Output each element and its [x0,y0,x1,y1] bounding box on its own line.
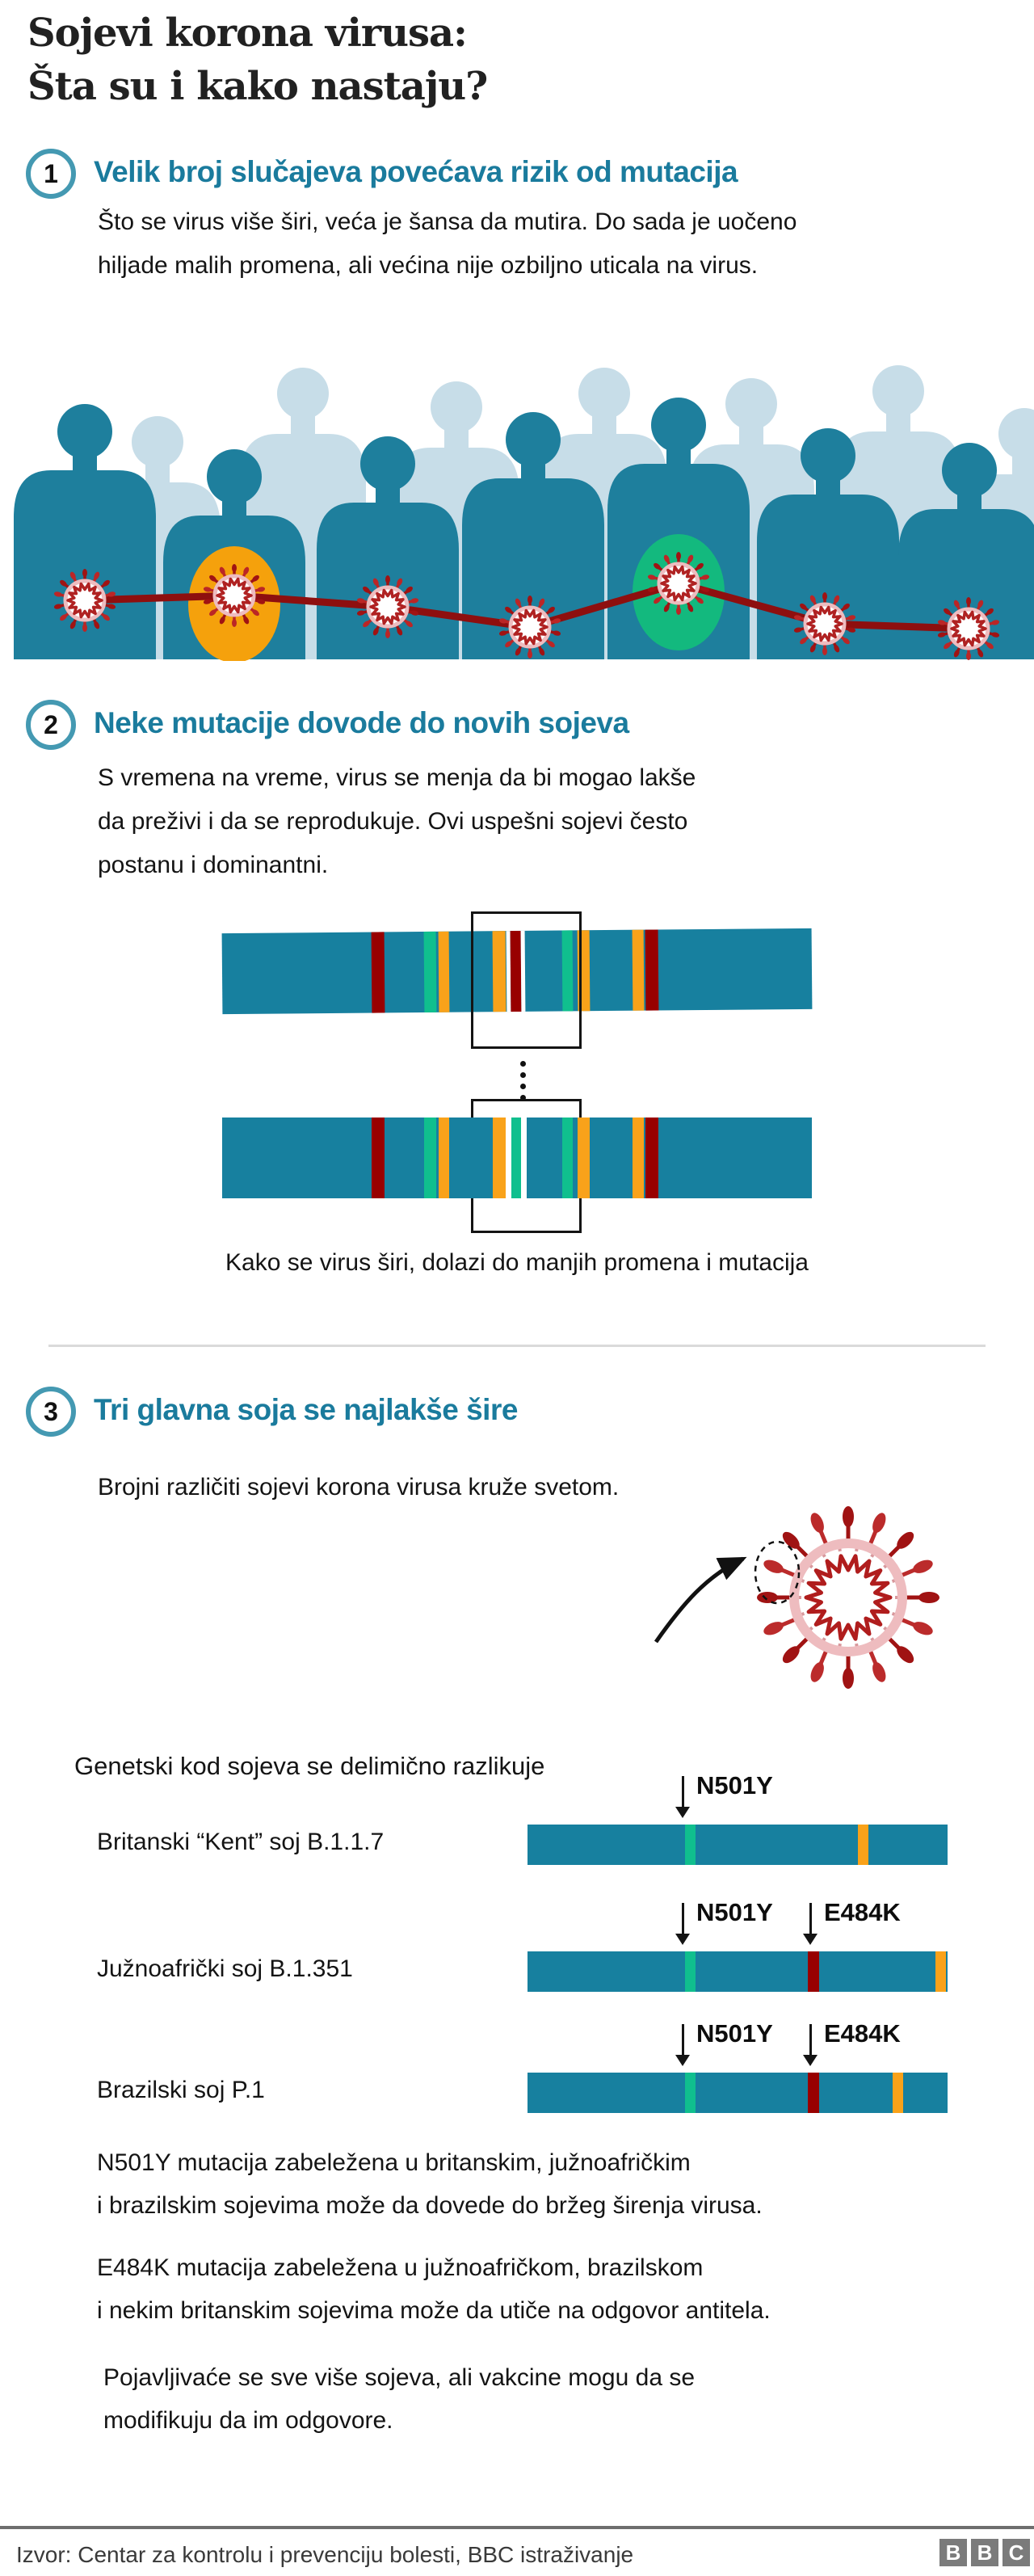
note-line: modifikuju da im odgovore. [103,2407,393,2434]
strain-genome-bar [528,1825,948,1865]
step-2-circle [26,700,76,750]
mutation-arrowhead-icon [803,2055,818,2066]
stripe-gap [506,1118,511,1198]
mutation-label: N501Y [696,1898,773,1926]
source-text: Izvor: Centar za kontrolu i prevenciju bolesti, BBC istraživanje [16,2542,634,2567]
mutation-stripe-red [372,932,385,1012]
coronavirus-illustration [630,1479,977,1713]
bbc-logo-block: C [1002,2539,1030,2566]
section-divider [48,1345,986,1347]
page-title-line2: Šta su i kako nastaju? [27,64,488,109]
mutation-arrow [809,2024,812,2056]
mutation-stripe-red [645,1118,658,1198]
mutation-label: N501Y [696,2019,773,2048]
mutation-stripe-orange [439,1118,449,1198]
step-1-body-line: Što se virus više širi, veća je šansa da mutira. Do sada je uočeno [98,208,797,235]
mutation-stripe-green [562,1118,573,1198]
mutation-stripe-green [685,1825,696,1865]
mutation-stripe-orange [633,930,645,1011]
mutation-label: N501Y [696,1771,773,1799]
step-2-body-line: S vremena na vreme, virus se menja da bi mogao lakše [98,764,696,791]
strain-name: Brazilski soj P.1 [97,2077,265,2103]
page-title [27,6,487,113]
note-n501y [97,2141,763,2227]
step-3-number: 3 [44,1397,58,1426]
strain-name: Južnoafrički soj B.1.351 [97,1955,353,1982]
step-1-body [98,200,797,288]
step-2-body-line: postanu i dominantni. [98,852,329,878]
step-3-heading: Tri glavna soja se najlakše šire [94,1393,518,1426]
note-e484k [97,2246,771,2332]
step-1-heading: Velik broj slučajeva povećava rizik od mutacija [94,155,738,188]
mutation-stripe-green [511,1118,521,1198]
step-3-circle [26,1387,76,1437]
strain-genome-bar [528,2073,948,2113]
step-1-body-line: hiljade malih promena, ali većina nije ozbiljno uticala na virus. [98,252,759,279]
step-1-circle [26,149,76,199]
note-line: N501Y mutacija zabeležena u britanskim, južnoafričkim [97,2149,691,2176]
note-outlook [103,2356,695,2442]
note-line: E484K mutacija zabeležena u južnoafričkom, brazilskom [97,2254,704,2281]
mutation-stripe-orange [439,932,450,1012]
mutation-zoom-box-top [471,911,582,1049]
mutation-stripe-orange [858,1825,868,1865]
note-line: Pojavljivaće se sve više sojeva, ali vakcine mogu da se [103,2364,696,2391]
mutation-arrow [809,1903,812,1935]
mutation-stripe-orange [893,2073,903,2113]
step-2-body [98,756,696,887]
mutation-arrowhead-icon [675,2055,690,2066]
mutation-stripe-orange [633,1118,644,1198]
mutation-stripe-orange [935,1951,946,1992]
step-2-body-line: da preživi i da se reprodukuje. Ovi uspešni sojevi često [98,808,688,835]
mutation-stripe-red [645,929,659,1010]
mutation-stripe-red [808,1951,819,1992]
crowd-transmission-illustration [0,364,1034,661]
mutation-stripe-green [685,2073,696,2113]
mutation-stripe-orange [578,1118,590,1198]
big-virus-icon [757,1506,939,1689]
page-title-line1: Sojevi korona virusa: [27,11,467,56]
mutation-arrow [682,2024,684,2056]
bbc-logo-block: B [971,2539,998,2566]
mutation-arrowhead-icon [675,1807,690,1818]
genome-caption: Kako se virus širi, dolazi do manjih promena i mutacija [225,1249,809,1276]
mutation-stripe-green [685,1951,696,1992]
strain-name: Britanski “Kent” soj B.1.1.7 [97,1829,385,1855]
mutation-stripe-green [424,1118,436,1198]
note-line: i nekim britanskim sojevima može da utiče na odgovor antitela. [97,2297,771,2324]
note-line: i brazilskim sojevima može da dovede do bržeg širenja virusa. [97,2192,763,2219]
step-2-number: 2 [44,710,58,739]
mutation-stripe-red [808,2073,819,2113]
step-2-heading: Neke mutacije dovode do novih sojeva [94,706,629,739]
footer-rule [0,2526,1034,2529]
mutation-arrowhead-icon [803,1934,818,1945]
bbc-logo [939,2539,1030,2566]
mutation-label: E484K [824,2019,901,2048]
mutation-arrow [682,1903,684,1935]
stripe-gap [521,1118,527,1198]
genome-bar-mutated [222,1118,812,1198]
step-3-body-line: Brojni različiti sojevi korona virusa kruže svetom. [98,1474,620,1501]
mutation-arrowhead-icon [675,1934,690,1945]
genetic-code-subheading: Genetski kod sojeva se delimično razlikuje [74,1752,545,1780]
mutation-stripe-orange [493,1118,506,1198]
strain-genome-bar [528,1951,948,1992]
mutation-arrow [682,1776,684,1808]
mutation-stripe-green [424,932,437,1012]
mutation-label: E484K [824,1898,901,1926]
step-1-number: 1 [44,159,58,188]
pointer-arrow-icon [656,1559,743,1642]
bbc-logo-block: B [939,2539,967,2566]
mutation-stripe-red [372,1118,385,1198]
